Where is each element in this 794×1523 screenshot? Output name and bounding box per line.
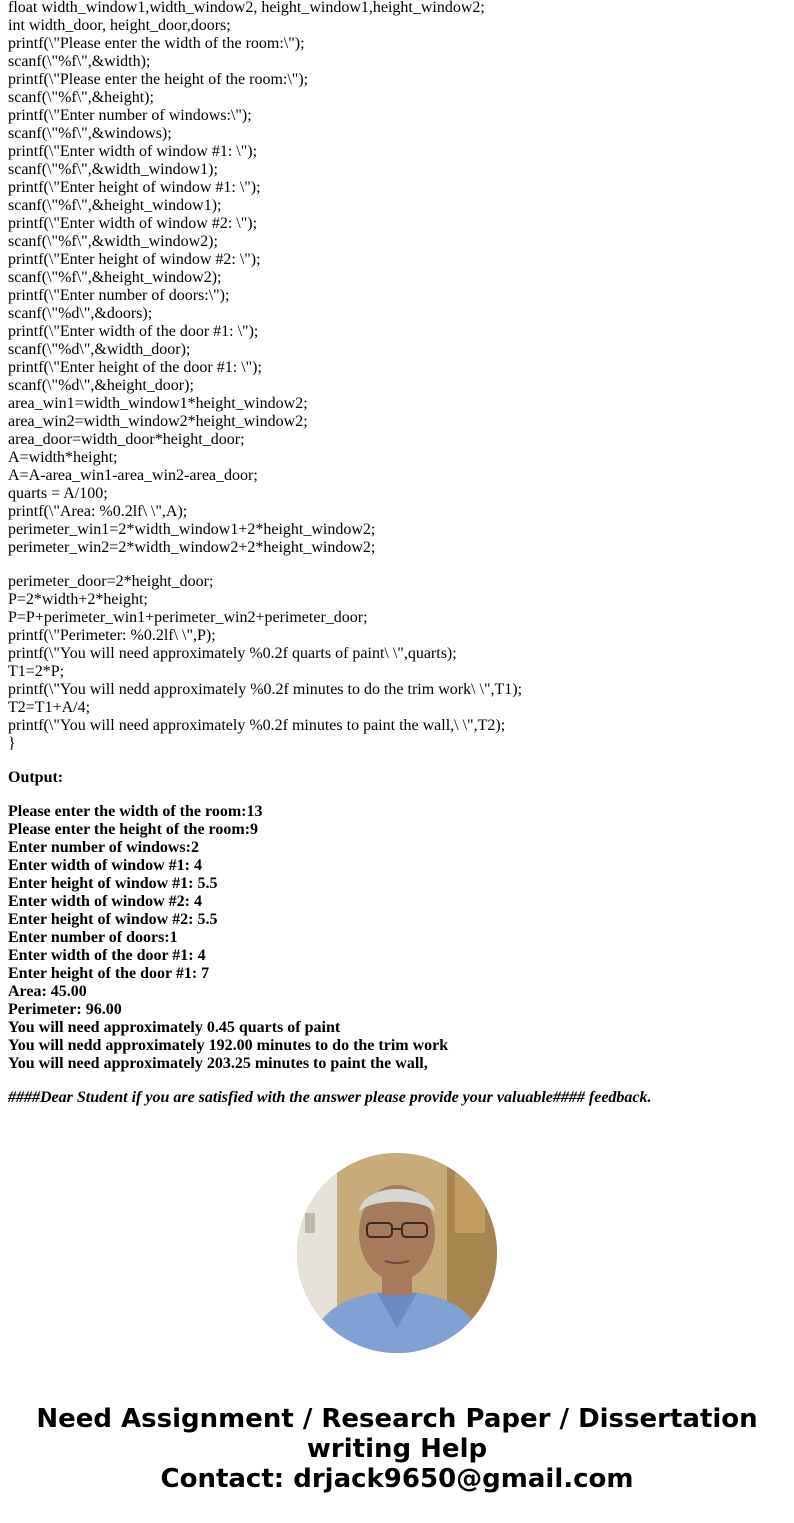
code-line: scanf(\"%d\",&height_door); xyxy=(8,377,194,394)
code-line: quarts = A/100; xyxy=(8,485,108,502)
paragraph-gap xyxy=(8,557,788,573)
paragraph-gap xyxy=(8,787,788,803)
paragraph-gap xyxy=(8,1073,788,1089)
promo-footer xyxy=(0,1404,794,1494)
output-block xyxy=(8,803,788,1073)
output-line: Enter height of the door #1: 7 xyxy=(8,965,210,982)
output-line: Enter number of windows:2 xyxy=(8,839,199,856)
code-line: T2=T1+A/4; xyxy=(8,699,91,716)
output-line: Enter number of doors:1 xyxy=(8,929,178,946)
code-line: printf(\"Area: %0.2lf\ \",A); xyxy=(8,503,188,520)
code-line: int width_door, height_door,doors; xyxy=(8,17,231,34)
output-heading: Output: xyxy=(8,769,64,786)
code-line: area_door=width_door*height_door; xyxy=(8,431,245,448)
output-line: You will need approximately 0.45 quarts of paint xyxy=(8,1019,341,1036)
code-line: scanf(\"%f\",&windows); xyxy=(8,125,172,142)
promo-line-2: writing Help xyxy=(306,1434,488,1464)
code-line: A=width*height; xyxy=(8,449,118,466)
feedback-note: ####Dear Student if you are satisfied with the answer please provide your valuable#### feedback. xyxy=(8,1089,652,1106)
output-line: Please enter the height of the room:9 xyxy=(8,821,259,838)
output-line: Enter height of window #1: 5.5 xyxy=(8,875,218,892)
code-line: printf(\"Enter width of window #1: \"); xyxy=(8,143,258,160)
code-line: scanf(\"%f\",&width_window1); xyxy=(8,161,218,178)
code-line: P=2*width+2*height; xyxy=(8,591,148,608)
code-line: A=A-area_win1-area_win2-area_door; xyxy=(8,467,258,484)
code-line: printf(\"Please enter the width of the room:\"); xyxy=(8,35,305,52)
code-line: scanf(\"%f\",&height_window1); xyxy=(8,197,222,214)
output-line: You will need approximately 203.25 minutes to paint the wall, xyxy=(8,1055,428,1072)
output-line: Enter width of the door #1: 4 xyxy=(8,947,206,964)
code-line: printf(\"You will nedd approximately %0.2f minutes to do the trim work\ \",T1); xyxy=(8,681,523,698)
code-line: T1=2*P; xyxy=(8,663,65,680)
code-line: scanf(\"%f\",&height_window2); xyxy=(8,269,222,286)
portrait-image xyxy=(297,1153,497,1353)
code-line: area_win1=width_window1*height_window2; xyxy=(8,395,308,412)
output-line: Enter width of window #2: 4 xyxy=(8,893,202,910)
output-line: Enter width of window #1: 4 xyxy=(8,857,202,874)
code-line: perimeter_win2=2*width_window2+2*height_window2; xyxy=(8,539,376,556)
code-line: printf(\"Enter height of window #2: \"); xyxy=(8,251,261,268)
code-line: printf(\"Please enter the height of the room:\"); xyxy=(8,71,309,88)
code-line: printf(\"You will need approximately %0.2f minutes to paint the wall,\ \",T2); xyxy=(8,717,506,734)
code-line: printf(\"Perimeter: %0.2lf\ \",P); xyxy=(8,627,216,644)
output-line: Please enter the width of the room:13 xyxy=(8,803,263,820)
code-line: perimeter_door=2*height_door; xyxy=(8,573,214,590)
code-line: scanf(\"%f\",&width_window2); xyxy=(8,233,218,250)
code-line: printf(\"Enter width of the door #1: \"); xyxy=(8,323,259,340)
document-body xyxy=(8,0,788,1107)
code-line: printf(\"Enter width of window #2: \"); xyxy=(8,215,258,232)
code-line: area_win2=width_window2*height_window2; xyxy=(8,413,308,430)
code-line: printf(\"Enter number of doors:\"); xyxy=(8,287,230,304)
author-avatar xyxy=(297,1153,497,1353)
code-line: printf(\"Enter height of window #1: \"); xyxy=(8,179,261,196)
code-line: scanf(\"%f\",&width); xyxy=(8,53,151,70)
code-line: scanf(\"%d\",&doors); xyxy=(8,305,153,322)
code-line: P=P+perimeter_win1+perimeter_win2+perimeter_door; xyxy=(8,609,368,626)
code-line: perimeter_win1=2*width_window1+2*height_window2; xyxy=(8,521,376,538)
code-line: printf(\"Enter number of windows:\"); xyxy=(8,107,252,124)
code-line: printf(\"Enter height of the door #1: \"); xyxy=(8,359,262,376)
code-line: printf(\"You will need approximately %0.2f quarts of paint\ \",quarts); xyxy=(8,645,457,662)
promo-line-1: Need Assignment / Research Paper / Dissertation xyxy=(36,1404,758,1434)
code-line: scanf(\"%f\",&height); xyxy=(8,89,154,106)
output-line: Area: 45.00 xyxy=(8,983,87,1000)
output-line: Enter height of window #2: 5.5 xyxy=(8,911,218,928)
paragraph-gap xyxy=(8,753,788,769)
output-line: Perimeter: 96.00 xyxy=(8,1001,122,1018)
promo-contact: Contact: drjack9650@gmail.com xyxy=(160,1464,634,1494)
code-block-2 xyxy=(8,573,788,753)
output-line: You will nedd approximately 192.00 minutes to do the trim work xyxy=(8,1037,449,1054)
code-block-1 xyxy=(8,0,788,557)
code-line: float width_window1,width_window2, height_window1,height_window2; xyxy=(8,0,485,16)
code-line: } xyxy=(8,735,16,752)
code-line: scanf(\"%d\",&width_door); xyxy=(8,341,191,358)
